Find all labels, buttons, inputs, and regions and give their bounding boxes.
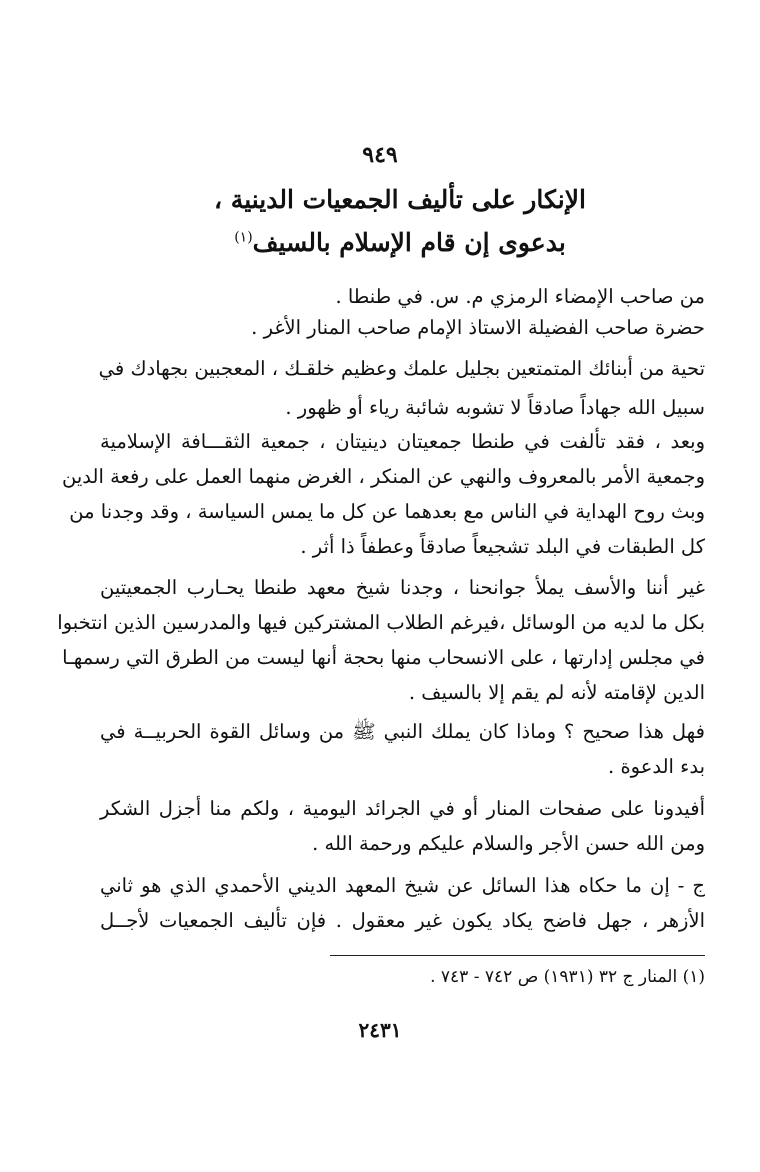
- body-line: من صاحب الإمضاء الرمزي م. س. في طنطا .: [335, 285, 705, 308]
- body-line: حضرة صاحب الفضيلة الاستاذ الإمام صاحب المنار الأغر .: [251, 316, 705, 339]
- body-line: كل الطبقات في البلد تشجيعاً صادقاً وعطفاً ذا أثر .: [300, 535, 705, 558]
- article-title-line-2: [150, 228, 650, 258]
- body-line: في مجلس إدارتها ، على الانسحاب منها بحجة أنها ليست من الطرق التي رسمهـا: [62, 646, 705, 669]
- body-line: الأزهر ، جهل فاضح يكاد يكون غير معقول . فإن تأليف الجمعيات لأجــل: [100, 909, 705, 932]
- body-line: فهل هذا صحيح ؟ وماذا كان يملك النبي ﷺ من وسائل القوة الحربيــة في: [100, 720, 705, 743]
- article-title-line-1: الإنكار على تأليف الجمعيات الدينية ،: [214, 185, 586, 214]
- body-line: ومن الله حسن الأجر والسلام عليكم ورحمة الله .: [312, 832, 705, 855]
- body-line: وبعد ، فقد تألفت في طنطا جمعيتان دينيتان ، جمعية الثقـــافة الإسلامية: [100, 430, 705, 453]
- body-line: بكل ما لديه من الوسائل ،فيرغم الطلاب المشتركين فيها والمدرسين الذين انتخبوا: [57, 611, 705, 634]
- body-line: تحية من أبنائك المتمتعين بجليل علمك وعظيم خلقـك ، المعجبين بجهادك في: [98, 357, 705, 380]
- body-line: وجمعية الأمر بالمعروف والنهي عن المنكر ، الغرض منهما العمل على رفعة الدين: [62, 465, 705, 488]
- footnote: (١) المنار ج ٣٢ (١٩٣١) ص ٧٤٢ - ٧٤٣ .: [430, 967, 705, 987]
- body-line: بدء الدعوة .: [608, 755, 705, 778]
- body-line: غير أننا والأسف يملأ جوانحنا ، وجدنا شيخ معهد طنطا يحـارب الجمعيتين: [100, 576, 705, 599]
- footnote-marker: (١): [234, 229, 253, 246]
- body-line: الدين لإقامته لأنه لم يقم إلا بالسيف .: [408, 681, 705, 704]
- body-line: سبيل الله جهاداً صادقاً لا تشوبه شائبة رياء أو ظهور .: [285, 396, 705, 419]
- body-line: أفيدونا على صفحات المنار أو في الجرائد اليومية ، ولكم منا أجزل الشكر: [100, 797, 705, 820]
- bottom-page-number: ٢٤٣١: [358, 1018, 402, 1042]
- body-line: وبث روح الهداية في الناس مع بعدهما عن كل ما يمس السياسة ، وقد وجدنا من: [69, 500, 705, 523]
- page-number: ٩٤٩: [362, 142, 398, 168]
- body-line: ج - إن ما حكاه هذا السائل عن شيخ المعهد الديني الأحمدي الذي هو ثاني: [100, 874, 705, 897]
- footnote-divider: [330, 955, 705, 956]
- article-title-text: بدعوى إن قام الإسلام بالسيف: [252, 228, 566, 257]
